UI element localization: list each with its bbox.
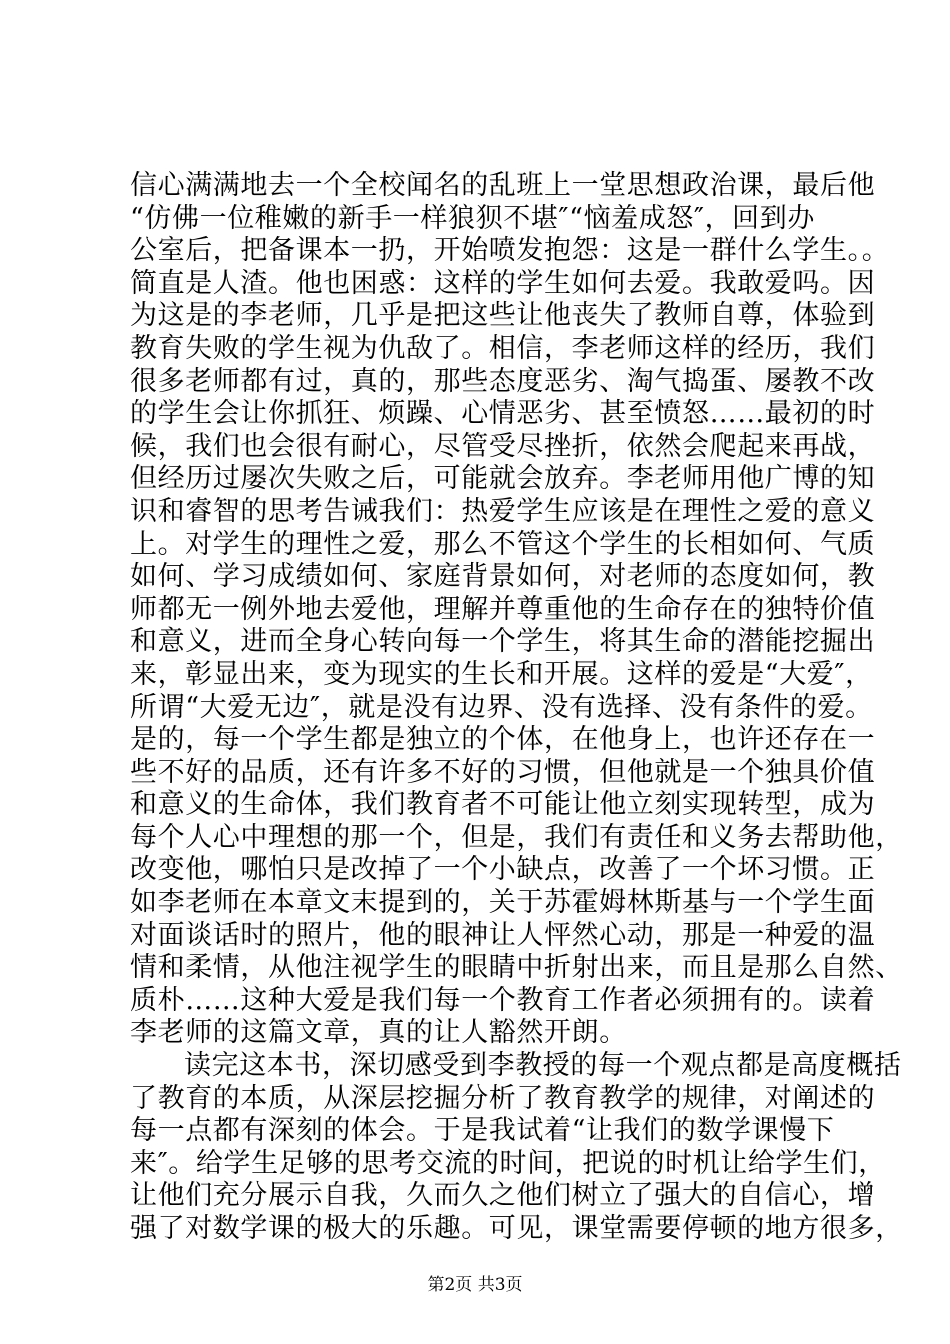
paragraph-1 — [130, 170, 903, 1050]
text-line: 很多老师都有过，真的，那些态度恶劣、淘气捣蛋、屡教不改 — [130, 365, 876, 397]
text-line: 强了对数学课的极大的乐趣。可见，课堂需要停顿的地方很多， — [130, 1213, 903, 1244]
text-line: 但经历过屡次失败之后，可能就会放弃。李老师用他广博的知 — [130, 463, 876, 495]
text-line: “仿佛一位稚嫩的新手一样狼狈不堪″“恼羞成怒″，回到办 — [130, 202, 815, 234]
text-line: 识和睿智的思考告诫我们：热爱学生应该是在理性之爱的意义 — [130, 495, 876, 527]
text-line: 李老师的这篇文章，真的让人豁然开朗。 — [130, 1017, 627, 1049]
text-line: 师都无一例外地去爱他，理解并尊重他的生命存在的独特价值 — [130, 593, 876, 625]
text-line: 信心满满地去一个全校闻名的乱班上一堂思想政治课，最后他 — [130, 170, 876, 201]
text-line: 所谓“大爱无边″，就是没有边界、没有选择、没有条件的爱。 — [130, 691, 873, 723]
text-line: 如何、学习成绩如何、家庭背景如何，对老师的态度如何，教 — [130, 561, 876, 593]
text-line: 为这是的李老师，几乎是把这些让他丧失了教师自尊，体验到 — [130, 300, 876, 332]
text-line: 每一点都有深刻的体会。于是我试着“让我们的数学课慢下 — [130, 1115, 835, 1147]
text-line: 和意义，进而全身心转向每一个学生，将其生命的潜能挖掘出 — [130, 626, 876, 658]
page-number-footer: 第2页 共3页 — [427, 1275, 523, 1295]
text-line: 如李老师在本章文末提到的，关于苏霍姆林斯基与一个学生面 — [130, 887, 876, 919]
text-line: 上。对学生的理性之爱，那么不管这个学生的长相如何、气质 — [130, 528, 876, 560]
text-line: 来，彰显出来，变为现实的生长和开展。这样的爱是“大爱″， — [130, 658, 873, 690]
text-line: 和意义的生命体，我们教育者不可能让他立刻实现转型，成为 — [130, 789, 876, 821]
text-line: 来″。给学生足够的思考交流的时间，把说的时机让给学生们， — [130, 1147, 886, 1179]
text-line: 些不好的品质，还有许多不好的习惯，但他就是一个独具价值 — [130, 756, 876, 788]
text-line: 每个人心中理想的那一个，但是，我们有责任和义务去帮助他， — [130, 821, 903, 853]
text-line: 对面谈话时的照片，他的眼神让人怦然心动，那是一种爱的温 — [130, 919, 876, 951]
text-line: 情和柔情，从他注视学生的眼睛中折射出来，而且是那么自然、 — [130, 952, 903, 984]
text-line-indented: 读完这本书，深切感受到李教授的每一个观点都是高度概括 — [184, 1050, 902, 1082]
text-line: 质朴……这种大爱是我们每一个教育工作者必须拥有的。读着 — [130, 984, 876, 1016]
text-line: 是的，每一个学生都是独立的个体，在他身上，也许还存在一 — [130, 724, 876, 756]
paragraph-2 — [130, 1050, 903, 1246]
text-line: 的学生会让你抓狂、烦躁、心情恶劣、甚至愤怒……最初的时 — [130, 398, 876, 430]
document-body — [130, 170, 903, 1246]
text-line: 教育失败的学生视为仇敌了。相信，李老师这样的经历，我们 — [130, 332, 876, 364]
text-line: 简直是人渣。他也困惑：这样的学生如何去爱。我敢爱吗。因 — [130, 267, 876, 299]
text-line: 让他们充分展示自我，久而久之他们树立了强大的自信心，增 — [130, 1180, 876, 1212]
text-line: 候，我们也会很有耐心，尽管受尽挫折，依然会爬起来再战， — [130, 430, 876, 462]
text-line: 了教育的本质，从深层挖掘分析了教育教学的规律，对阐述的 — [130, 1082, 876, 1114]
text-line: 改变他，哪怕只是改掉了一个小缺点，改善了一个坏习惯。正 — [130, 854, 876, 886]
text-line: 公室后，把备课本一扔，开始喷发抱怨：这是一群什么学生。。 — [130, 235, 890, 267]
